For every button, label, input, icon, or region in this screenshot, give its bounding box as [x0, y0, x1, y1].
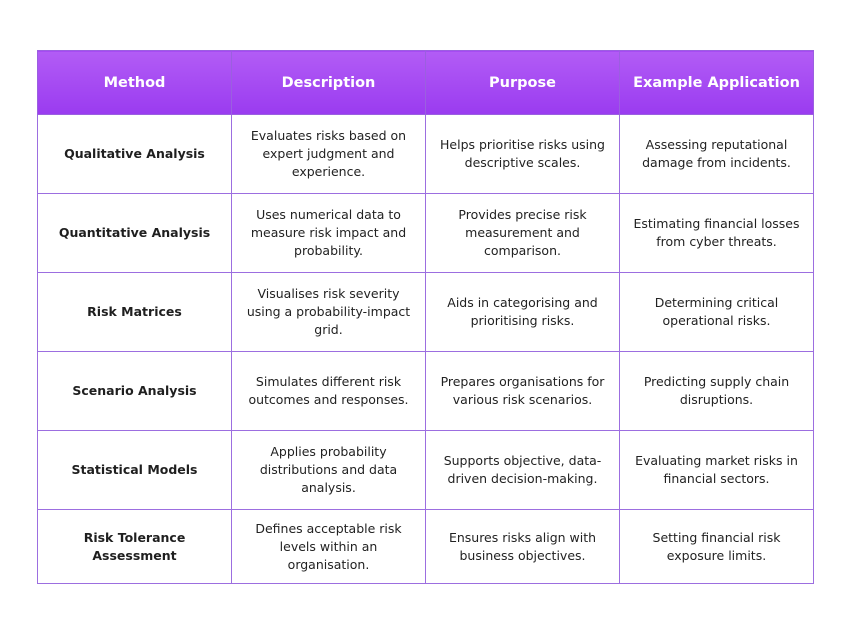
description-cell: Applies probability distributions and data analysis.	[232, 431, 426, 510]
table-row	[38, 510, 814, 584]
method-cell: Risk Tolerance Assessment	[38, 510, 232, 584]
example-cell: Evaluating market risks in financial sectors.	[620, 431, 814, 510]
table-row	[38, 115, 814, 194]
table-row	[38, 273, 814, 352]
method-cell: Qualitative Analysis	[38, 115, 232, 194]
example-cell: Setting financial risk exposure limits.	[620, 510, 814, 584]
table-row	[38, 352, 814, 431]
description-cell: Evaluates risks based on expert judgment and experience.	[232, 115, 426, 194]
method-cell: Risk Matrices	[38, 273, 232, 352]
method-cell: Scenario Analysis	[38, 352, 232, 431]
table-row	[38, 431, 814, 510]
purpose-cell: Prepares organisations for various risk scenarios.	[426, 352, 620, 431]
table-header-row	[38, 51, 814, 115]
example-cell: Determining critical operational risks.	[620, 273, 814, 352]
header-example-application: Example Application	[620, 51, 814, 115]
purpose-cell: Aids in categorising and prioritising risks.	[426, 273, 620, 352]
purpose-cell: Helps prioritise risks using descriptive scales.	[426, 115, 620, 194]
description-cell: Simulates different risk outcomes and responses.	[232, 352, 426, 431]
header-method: Method	[38, 51, 232, 115]
example-cell: Predicting supply chain disruptions.	[620, 352, 814, 431]
method-cell: Statistical Models	[38, 431, 232, 510]
risk-methods-table	[37, 50, 814, 584]
header-description: Description	[232, 51, 426, 115]
example-cell: Assessing reputational damage from incidents.	[620, 115, 814, 194]
method-cell: Quantitative Analysis	[38, 194, 232, 273]
description-cell: Defines acceptable risk levels within an organisation.	[232, 510, 426, 584]
purpose-cell: Supports objective, data-driven decision-making.	[426, 431, 620, 510]
description-cell: Visualises risk severity using a probability-impact grid.	[232, 273, 426, 352]
header-purpose: Purpose	[426, 51, 620, 115]
table-row	[38, 194, 814, 273]
description-cell: Uses numerical data to measure risk impact and probability.	[232, 194, 426, 273]
example-cell: Estimating financial losses from cyber threats.	[620, 194, 814, 273]
purpose-cell: Ensures risks align with business objectives.	[426, 510, 620, 584]
purpose-cell: Provides precise risk measurement and comparison.	[426, 194, 620, 273]
